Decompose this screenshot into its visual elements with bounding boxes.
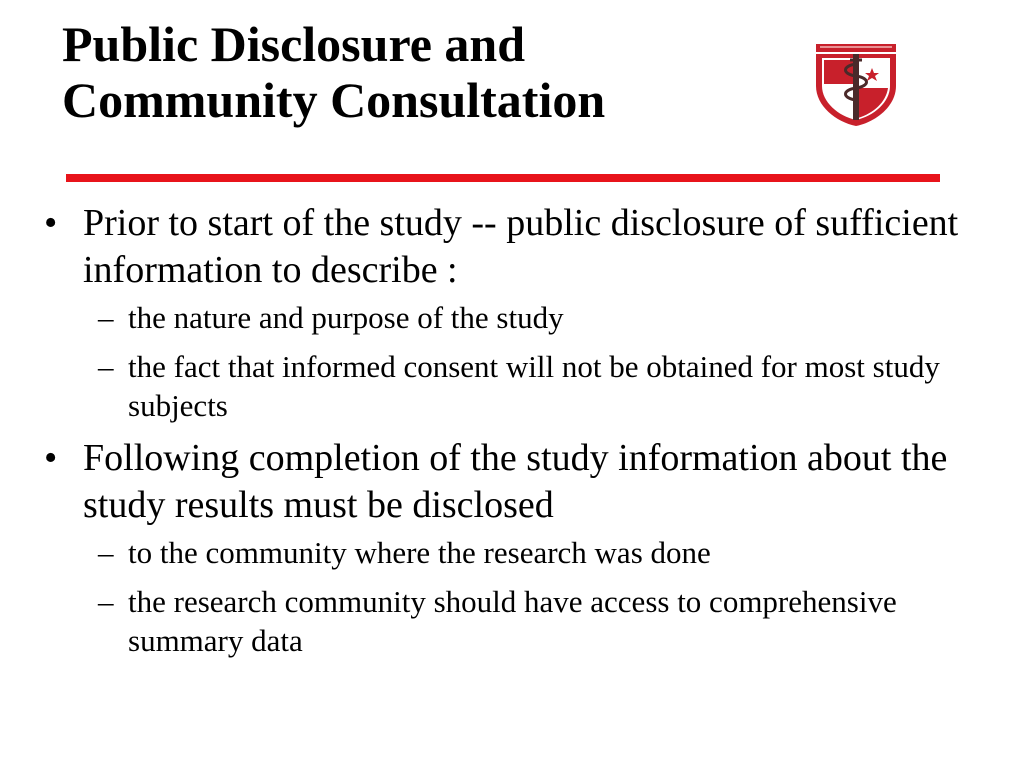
sub-item-text: the fact that informed consent will not be obtained for most study subjects <box>128 349 940 423</box>
bullet-marker: • <box>44 437 58 479</box>
sub-item <box>40 533 980 572</box>
university-shield-logo <box>810 40 902 128</box>
sub-item <box>40 298 980 337</box>
title-line-1: Public Disclosure and <box>62 16 526 72</box>
sub-marker: – <box>98 584 114 619</box>
slide-body <box>40 200 980 670</box>
sub-marker: – <box>98 349 114 384</box>
sub-list <box>40 298 980 425</box>
bullet-item <box>40 200 980 294</box>
bullet-item <box>40 435 980 529</box>
sub-marker: – <box>98 300 114 335</box>
sub-item-text: the nature and purpose of the study <box>128 300 564 335</box>
sub-marker: – <box>98 535 114 570</box>
slide-title <box>62 16 605 128</box>
title-divider-rule <box>66 174 940 182</box>
bullet-text: Prior to start of the study -- public disclosure of sufficient information to describe : <box>83 202 959 291</box>
bullet-text: Following completion of the study information about the study results must be disclosed <box>83 437 948 526</box>
sub-item-text: the research community should have access to comprehensive summary data <box>128 584 897 658</box>
sub-item <box>40 582 980 660</box>
sub-item-text: to the community where the research was done <box>128 535 711 570</box>
sub-item <box>40 347 980 425</box>
title-line-2: Community Consultation <box>62 72 606 128</box>
bullet-marker: • <box>44 202 58 244</box>
sub-list <box>40 533 980 660</box>
